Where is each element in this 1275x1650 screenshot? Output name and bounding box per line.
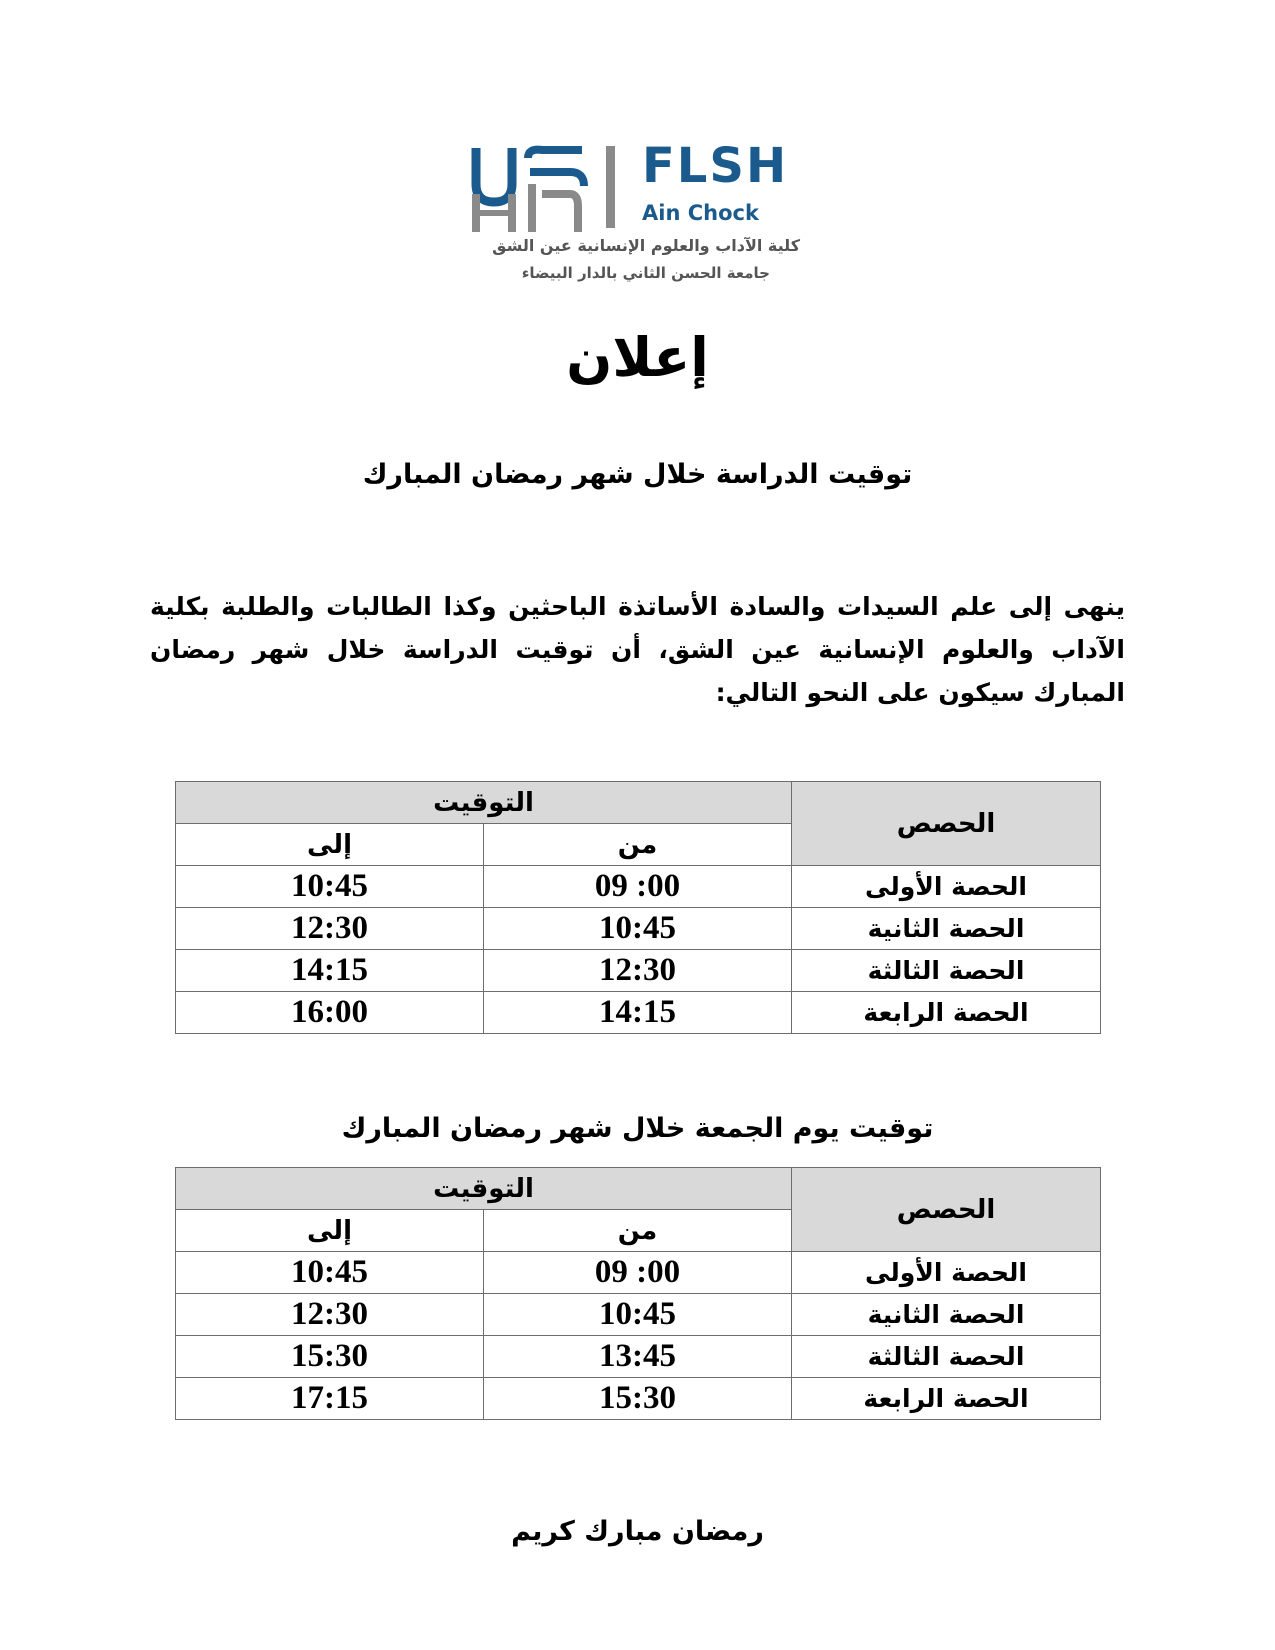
to-cell: 15:30	[176, 1336, 484, 1378]
from-cell: 10:45	[484, 1294, 792, 1336]
period-cell: الحصة الأولى	[792, 866, 1101, 908]
friday-schedule-table	[175, 1167, 1101, 1420]
from-cell: 10:45	[484, 908, 792, 950]
table-row	[176, 950, 1101, 992]
logo-campus-text: Ain Chock	[642, 201, 759, 225]
header-to: إلى	[176, 1210, 484, 1252]
period-cell: الحصة الثانية	[792, 908, 1101, 950]
from-cell: 15:30	[484, 1378, 792, 1420]
period-cell: الحصة الثالثة	[792, 950, 1101, 992]
table-row	[176, 1378, 1101, 1420]
header-time: التوقيت	[176, 1168, 792, 1210]
to-cell: 12:30	[176, 908, 484, 950]
header-periods: الحصص	[792, 782, 1101, 866]
faculty-logo	[470, 140, 810, 290]
to-cell: 17:15	[176, 1378, 484, 1420]
table-header-row	[176, 782, 1101, 824]
table-row	[176, 908, 1101, 950]
from-cell: 12:30	[484, 950, 792, 992]
period-cell: الحصة الرابعة	[792, 1378, 1101, 1420]
announcement-body: ينهى إلى علم السيدات والسادة الأساتذة الباحثين وكذا الطالبات والطلبة بكلية الآداب والعلوم الإنسانية عين الشق، أن توقيت الدراسة خلال شهر رمضان المبارك سيكون على النحو التالي:	[150, 592, 1125, 707]
uh2c-logo-icon	[470, 144, 620, 232]
table-row	[176, 1336, 1101, 1378]
table-row	[176, 866, 1101, 908]
period-cell: الحصة الأولى	[792, 1252, 1101, 1294]
table-row	[176, 992, 1101, 1034]
from-cell: 09 :00	[484, 1252, 792, 1294]
closing-greeting: رمضان مبارك كريم	[511, 1516, 764, 1547]
header-time: التوقيت	[176, 782, 792, 824]
to-cell: 10:45	[176, 866, 484, 908]
to-cell: 14:15	[176, 950, 484, 992]
to-cell: 12:30	[176, 1294, 484, 1336]
schedule-heading: توقيت الدراسة خلال شهر رمضان المبارك	[362, 459, 913, 490]
ramadan-schedule-table	[175, 781, 1101, 1034]
header-from: من	[484, 824, 792, 866]
announcement-title: إعلان	[566, 326, 709, 389]
to-cell: 16:00	[176, 992, 484, 1034]
header-to: إلى	[176, 824, 484, 866]
table-row	[176, 1294, 1101, 1336]
from-cell: 09 :00	[484, 866, 792, 908]
from-cell: 14:15	[484, 992, 792, 1034]
friday-schedule-heading: توقيت يوم الجمعة خلال شهر رمضان المبارك	[341, 1113, 934, 1144]
period-cell: الحصة الثالثة	[792, 1336, 1101, 1378]
logo-university-arabic: جامعة الحسن الثاني بالدار البيضاء	[521, 264, 770, 282]
table-row	[176, 1252, 1101, 1294]
period-cell: الحصة الرابعة	[792, 992, 1101, 1034]
table-header-row	[176, 1168, 1101, 1210]
to-cell: 10:45	[176, 1252, 484, 1294]
logo-faculty-arabic: كلية الآداب والعلوم الإنسانية عين الشق	[492, 236, 800, 255]
logo-flsh-text: FLSH	[642, 138, 789, 194]
header-from: من	[484, 1210, 792, 1252]
header-periods: الحصص	[792, 1168, 1101, 1252]
period-cell: الحصة الثانية	[792, 1294, 1101, 1336]
from-cell: 13:45	[484, 1336, 792, 1378]
